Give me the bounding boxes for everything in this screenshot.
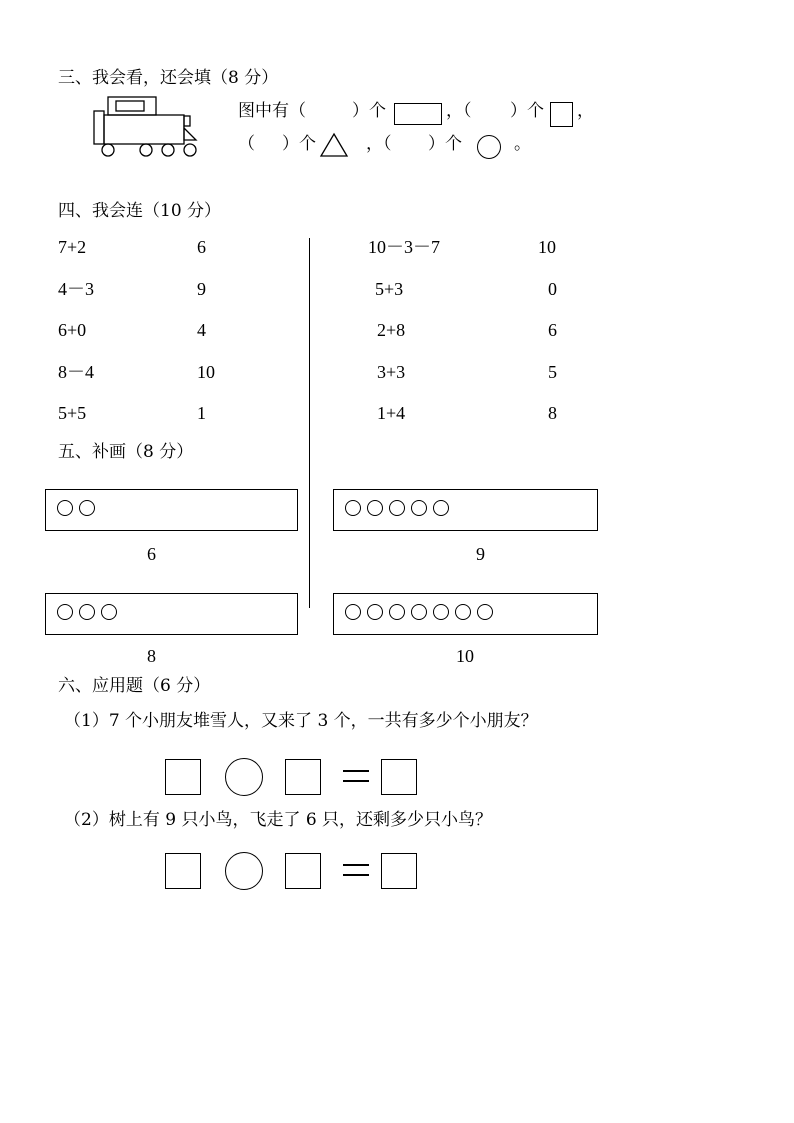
match-answer[interactable]: 10 [538,237,556,257]
fill-line1-prefix: 图中有（ [238,101,306,121]
small-circle-icon [411,604,427,620]
answer-box[interactable] [165,759,201,795]
match-expression[interactable]: 5+3 [375,279,404,299]
fill-blank-circle-ge: ）个 [428,134,462,154]
draw-target: 10 [456,646,474,666]
small-circle-icon [101,604,117,620]
fill-blank-triangle-ge: ）个 [282,134,316,154]
section6-heading: 六、应用题（6 分） [58,676,211,696]
operator-circle[interactable] [225,758,263,796]
draw-box[interactable] [333,593,598,635]
fill-blank-rect-ge: ）个 [352,101,386,121]
section3-heading: 三、我会看，还会填（8 分） [58,68,279,88]
small-circle-icon [411,500,427,516]
draw-box[interactable] [333,489,598,531]
section4-heading: 四、我会连（10 分） [58,201,222,221]
triangle-icon [320,133,348,157]
match-expression[interactable]: 6+0 [58,320,87,340]
small-circle-icon [79,500,95,516]
answer-box[interactable] [165,853,201,889]
answer-box[interactable] [285,759,321,795]
match-answer[interactable]: 6 [197,237,206,257]
small-circle-icon [57,500,73,516]
small-circle-icon [433,500,449,516]
small-circle-icon [79,604,95,620]
match-expression[interactable]: 5+5 [58,403,87,423]
rectangle-icon [394,103,442,125]
match-answer[interactable]: 1 [197,403,206,423]
answer-box[interactable] [381,759,417,795]
circle-row [57,500,95,516]
fill-trailing-comma: ， [577,101,594,121]
small-circle-icon [367,604,383,620]
match-expression[interactable]: 7+2 [58,237,87,257]
circle-icon [477,135,501,159]
answer-box[interactable] [381,853,417,889]
fill-comma-open: ，（ [446,101,472,121]
small-circle-icon [367,500,383,516]
match-answer[interactable]: 0 [548,279,557,299]
match-expression[interactable]: 3+3 [377,362,406,382]
match-expression[interactable]: 1+4 [377,403,406,423]
match-expression[interactable]: 4－3 [58,279,94,299]
match-answer[interactable]: 4 [197,320,206,340]
section5-heading: 五、补画（8 分） [58,442,194,462]
draw-box[interactable] [45,489,298,531]
fill-blank-square-ge: ）个 [510,101,544,121]
equals-icon [343,864,369,876]
draw-target: 6 [147,544,156,564]
small-circle-icon [433,604,449,620]
fill-line2-comma-open: ，（ [366,134,392,154]
train-icon [92,96,204,158]
small-circle-icon [477,604,493,620]
small-circle-icon [389,604,405,620]
draw-target: 8 [147,646,156,666]
fill-period: 。 [514,134,531,154]
circle-row [345,604,493,620]
operator-circle[interactable] [225,852,263,890]
match-answer[interactable]: 8 [548,403,557,423]
match-answer[interactable]: 5 [548,362,557,382]
question-1: （1）7 个小朋友堆雪人，又来了 3 个，一共有多少个小朋友？ [64,711,538,731]
circle-row [57,604,117,620]
square-icon [550,102,573,127]
match-expression[interactable]: 8－4 [58,362,94,382]
circle-row [345,500,449,516]
equals-icon [343,770,369,782]
small-circle-icon [389,500,405,516]
small-circle-icon [455,604,471,620]
draw-box[interactable] [45,593,298,635]
match-answer[interactable]: 10 [197,362,215,382]
fill-line2-open: （ [238,134,255,154]
match-answer[interactable]: 9 [197,279,206,299]
match-expression[interactable]: 2+8 [377,320,406,340]
small-circle-icon [57,604,73,620]
draw-target: 9 [476,544,485,564]
small-circle-icon [345,604,361,620]
divider-line [309,238,310,608]
match-answer[interactable]: 6 [548,320,557,340]
question-2: （2）树上有 9 只小鸟，飞走了 6 只，还剩多少只小鸟？ [64,810,493,830]
small-circle-icon [345,500,361,516]
match-expression[interactable]: 10－3－7 [368,237,440,257]
answer-box[interactable] [285,853,321,889]
